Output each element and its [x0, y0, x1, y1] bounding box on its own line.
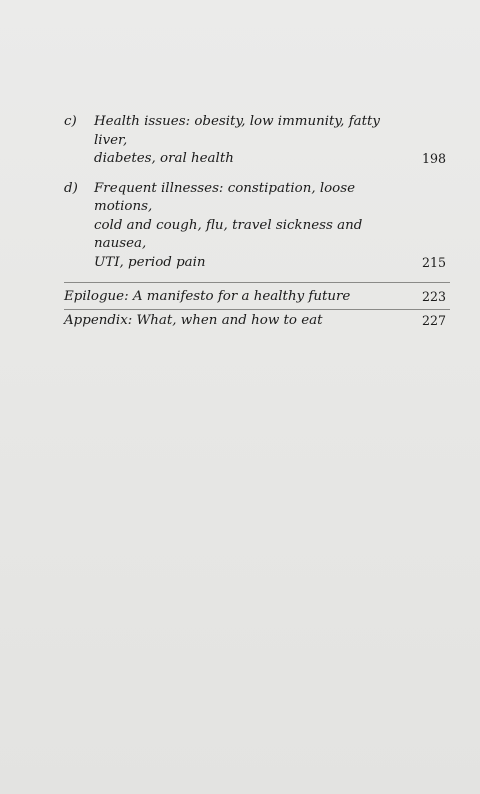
entry-title	[94, 180, 384, 273]
divider	[64, 282, 450, 283]
entry-title: Epilogue: A manifesto for a healthy future	[64, 289, 351, 304]
entry-title: Appendix: What, when and how to eat	[64, 312, 323, 328]
entry-page-number: 227	[421, 312, 446, 328]
entry-page-number: 215	[421, 254, 446, 270]
entry-page-number: 223	[421, 289, 446, 304]
table-of-contents	[64, 113, 450, 330]
entry-line: UTI, period pain	[94, 254, 206, 270]
divider	[64, 309, 450, 310]
toc-entry-frequent-illnesses	[64, 180, 450, 273]
entry-page-number: 198	[421, 151, 446, 166]
entry-line: Frequent illnesses: constipation, loose motions,	[94, 180, 356, 214]
entry-letter: d)	[64, 180, 78, 196]
entry-title	[94, 113, 384, 169]
entry-line: cold and cough, flu, travel sickness and nausea,	[94, 217, 363, 251]
entry-letter: c)	[64, 114, 77, 129]
entry-line: diabetes, oral health	[94, 151, 234, 166]
entry-line: Health issues: obesity, low immunity, fatty liver,	[94, 114, 380, 148]
toc-entry-health-issues	[64, 113, 450, 169]
toc-entry-appendix	[64, 312, 450, 331]
toc-entry-epilogue	[64, 288, 450, 307]
